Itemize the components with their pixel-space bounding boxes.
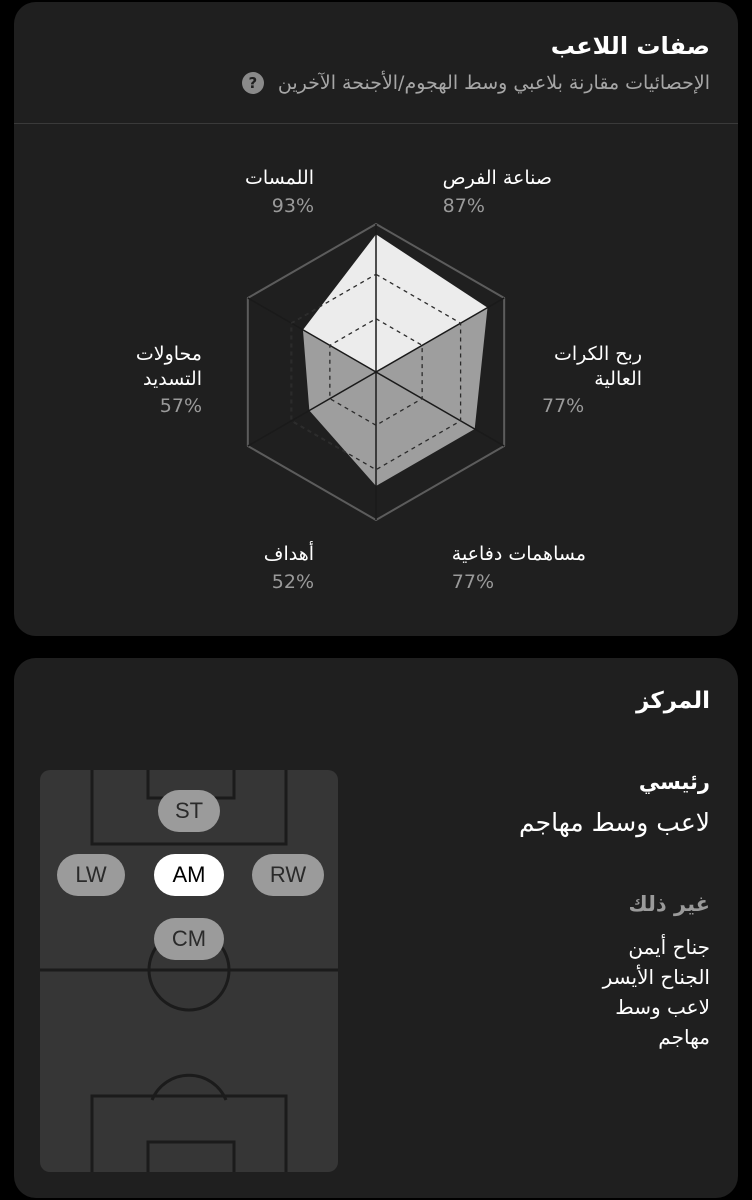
other-position-item: جناح أيمن [628, 935, 710, 959]
pitch-diagram [40, 770, 338, 1172]
other-positions-label: غير ذلك [628, 892, 710, 916]
stat-label: ربح الكرات العالية [554, 343, 642, 390]
other-positions-list [603, 932, 710, 1052]
position-chip-rw[interactable]: RW [252, 854, 324, 896]
attributes-subtitle: الإحصائيات مقارنة بلاعبي وسط الهجوم/الأجنحة الآخرين [277, 72, 710, 94]
stat-value: 77% [451, 570, 494, 593]
stat-goals [264, 542, 314, 593]
position-chip-cm[interactable]: CM [154, 918, 224, 960]
stat-label: صناعة الفرص [442, 167, 552, 189]
stat-shots [102, 342, 202, 417]
radar-chart [14, 2, 738, 636]
stat-label: مساهمات دفاعية [451, 543, 586, 565]
other-position-item: مهاجم [658, 1025, 710, 1049]
attributes-title: صفات اللاعب [550, 32, 710, 60]
stat-touches [245, 166, 314, 217]
stat-value: 57% [159, 395, 202, 418]
other-position-item: الجناح الأيسر [602, 965, 710, 989]
position-chip-st[interactable]: ST [158, 790, 220, 832]
stat-chance-creation [443, 166, 552, 217]
stat-aerials [542, 342, 642, 417]
stat-value: 93% [271, 194, 314, 217]
stat-value: 52% [271, 570, 314, 593]
stat-value: 87% [442, 194, 485, 217]
position-chip-lw[interactable]: LW [57, 854, 125, 896]
stat-label: محاولات التسديد [135, 343, 202, 390]
question-circle-icon[interactable]: ? [242, 72, 264, 94]
primary-position-label: رئيسي [638, 770, 710, 794]
stat-value: 77% [542, 395, 585, 418]
position-chip-am[interactable]: AM [154, 854, 224, 896]
player-attributes-card [14, 2, 738, 636]
stat-label: اللمسات [245, 167, 314, 189]
stat-label: أهداف [263, 543, 314, 565]
other-position-item: لاعب وسط [615, 995, 710, 1019]
primary-position-value: لاعب وسط مهاجم [519, 808, 710, 837]
position-card [14, 658, 738, 1198]
stat-defensive [452, 542, 586, 593]
position-title: المركز [636, 688, 710, 714]
